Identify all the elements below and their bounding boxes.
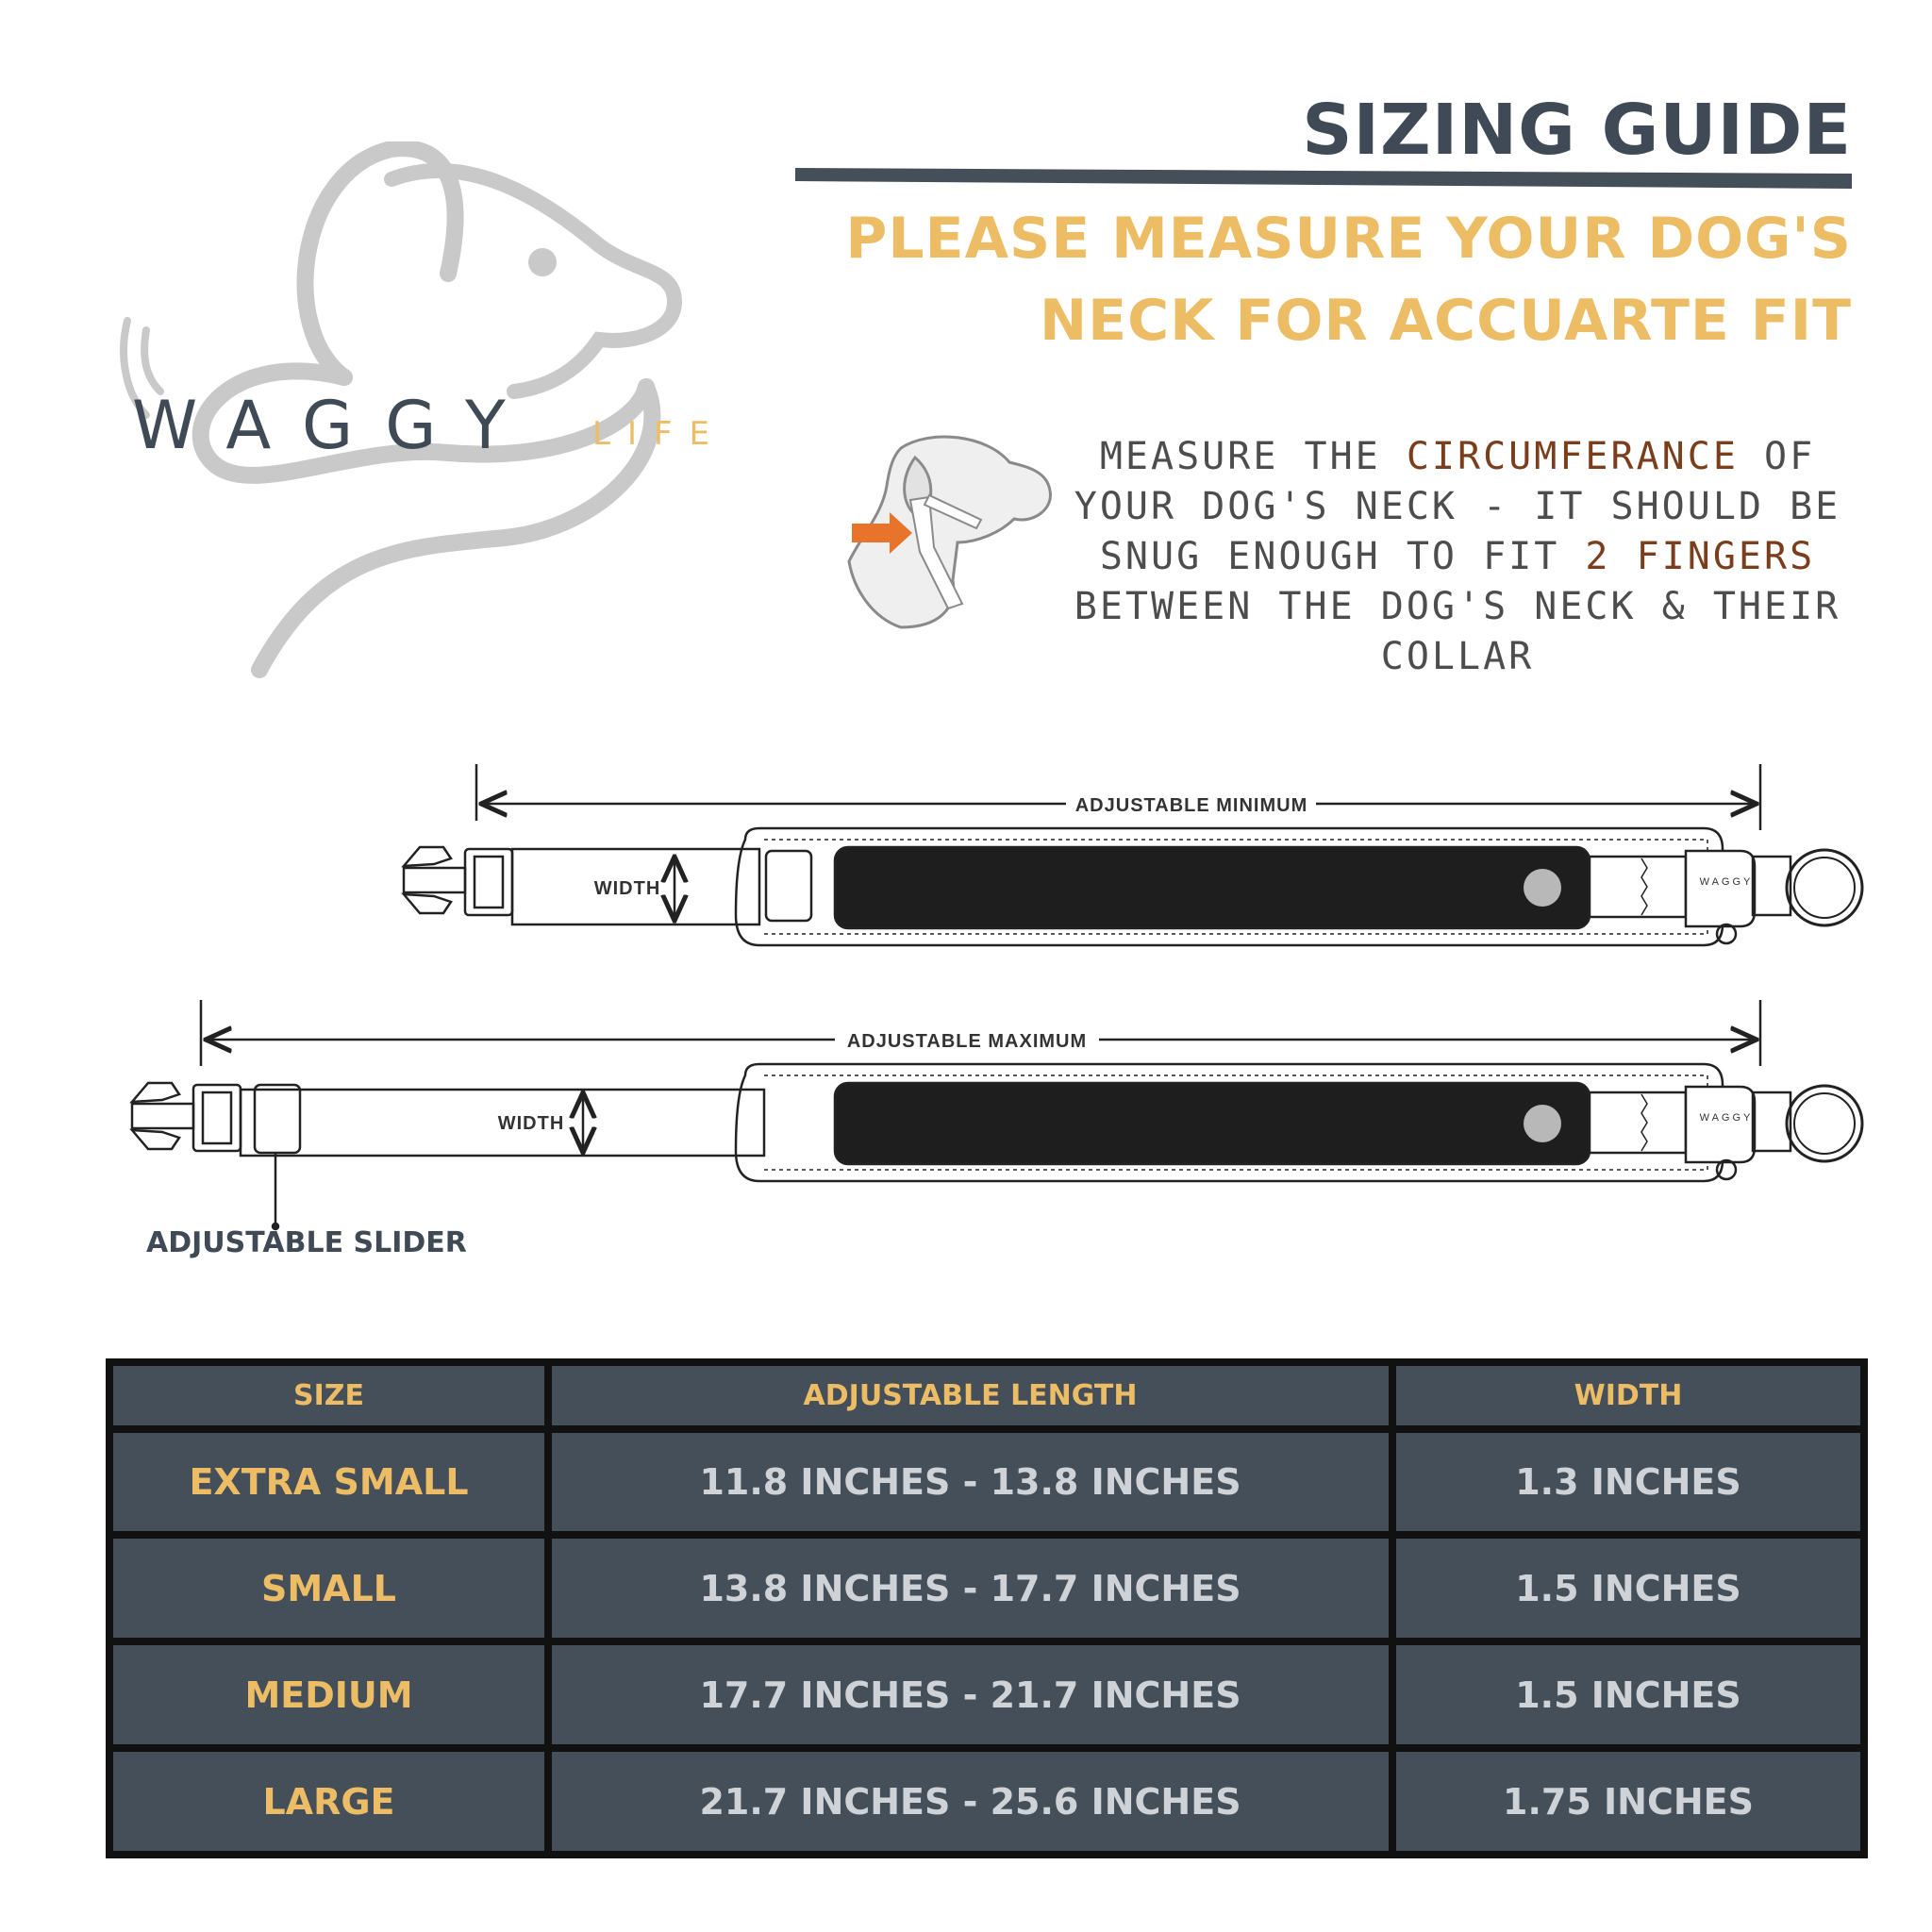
header-adjustable-length: ADJUSTABLE LENGTH [548,1362,1392,1429]
width-label-max: WIDTH [497,1113,565,1134]
size-cell: LARGE [109,1748,548,1855]
size-cell: EXTRA SMALL [109,1429,548,1536]
width-cell: 1.5 INCHES [1392,1535,1864,1641]
collar-diagrams [0,745,1932,1236]
instruction-highlight-fingers: 2 FINGERS [1585,535,1816,578]
dog-head-outline [391,171,675,391]
size-cell: MEDIUM [109,1641,548,1748]
instruction-part-2: OF YOUR DOG'S NECK - IT SHOULD BE SNUG ENOUGH TO FIT [1074,435,1841,578]
logo-wordmark: WAGGY [132,387,538,464]
collar-minimum [404,764,1862,945]
page-title: SIZING GUIDE [1302,90,1852,171]
table-row [109,1429,1864,1536]
size-cell: SMALL [109,1535,548,1641]
length-cell: 17.7 INCHES - 21.7 INCHES [548,1641,1392,1748]
tag-text-max: WAGGY [1699,1112,1754,1124]
width-cell: 1.5 INCHES [1392,1641,1864,1748]
header-width: WIDTH [1392,1362,1864,1429]
subtitle-line-2: NECK FOR ACCUARTE FIT [1039,288,1852,354]
length-cell: 13.8 INCHES - 17.7 INCHES [548,1535,1392,1641]
table-header-row [109,1362,1864,1429]
table-row [109,1748,1864,1855]
dog-measuring-icon [844,429,1061,637]
instruction-part-1: MEASURE THE [1099,435,1407,478]
header-size: SIZE [109,1362,548,1429]
instruction-part-3: BETWEEN THE DOG'S NECK & THEIR COLLAR [1074,585,1841,678]
table-row [109,1535,1864,1641]
table-row [109,1641,1864,1748]
dog-eye [528,248,557,276]
adjustable-slider-label: ADJUSTABLE SLIDER [146,1226,467,1259]
length-cell: 21.7 INCHES - 25.6 INCHES [548,1748,1392,1855]
size-table [106,1358,1868,1858]
length-cell: 11.8 INCHES - 13.8 INCHES [548,1429,1392,1536]
instruction-highlight-circumference: CIRCUMFERANCE [1406,435,1739,478]
width-cell: 1.3 INCHES [1392,1429,1864,1536]
tag-text-min: WAGGY [1699,876,1754,888]
logo-subtext: LIFE [592,415,727,453]
width-cell: 1.75 INCHES [1392,1748,1864,1855]
title-underline [795,168,1852,189]
adjustable-maximum-label: ADJUSTABLE MAXIMUM [846,1031,1088,1052]
adjustable-minimum-label: ADJUSTABLE MINIMUM [1074,795,1308,816]
measuring-instruction [1057,432,1858,682]
width-label-min: WIDTH [593,878,661,899]
subtitle-line-1: PLEASE MEASURE YOUR DOG'S [845,206,1852,272]
dog-ear-outline [306,148,456,377]
